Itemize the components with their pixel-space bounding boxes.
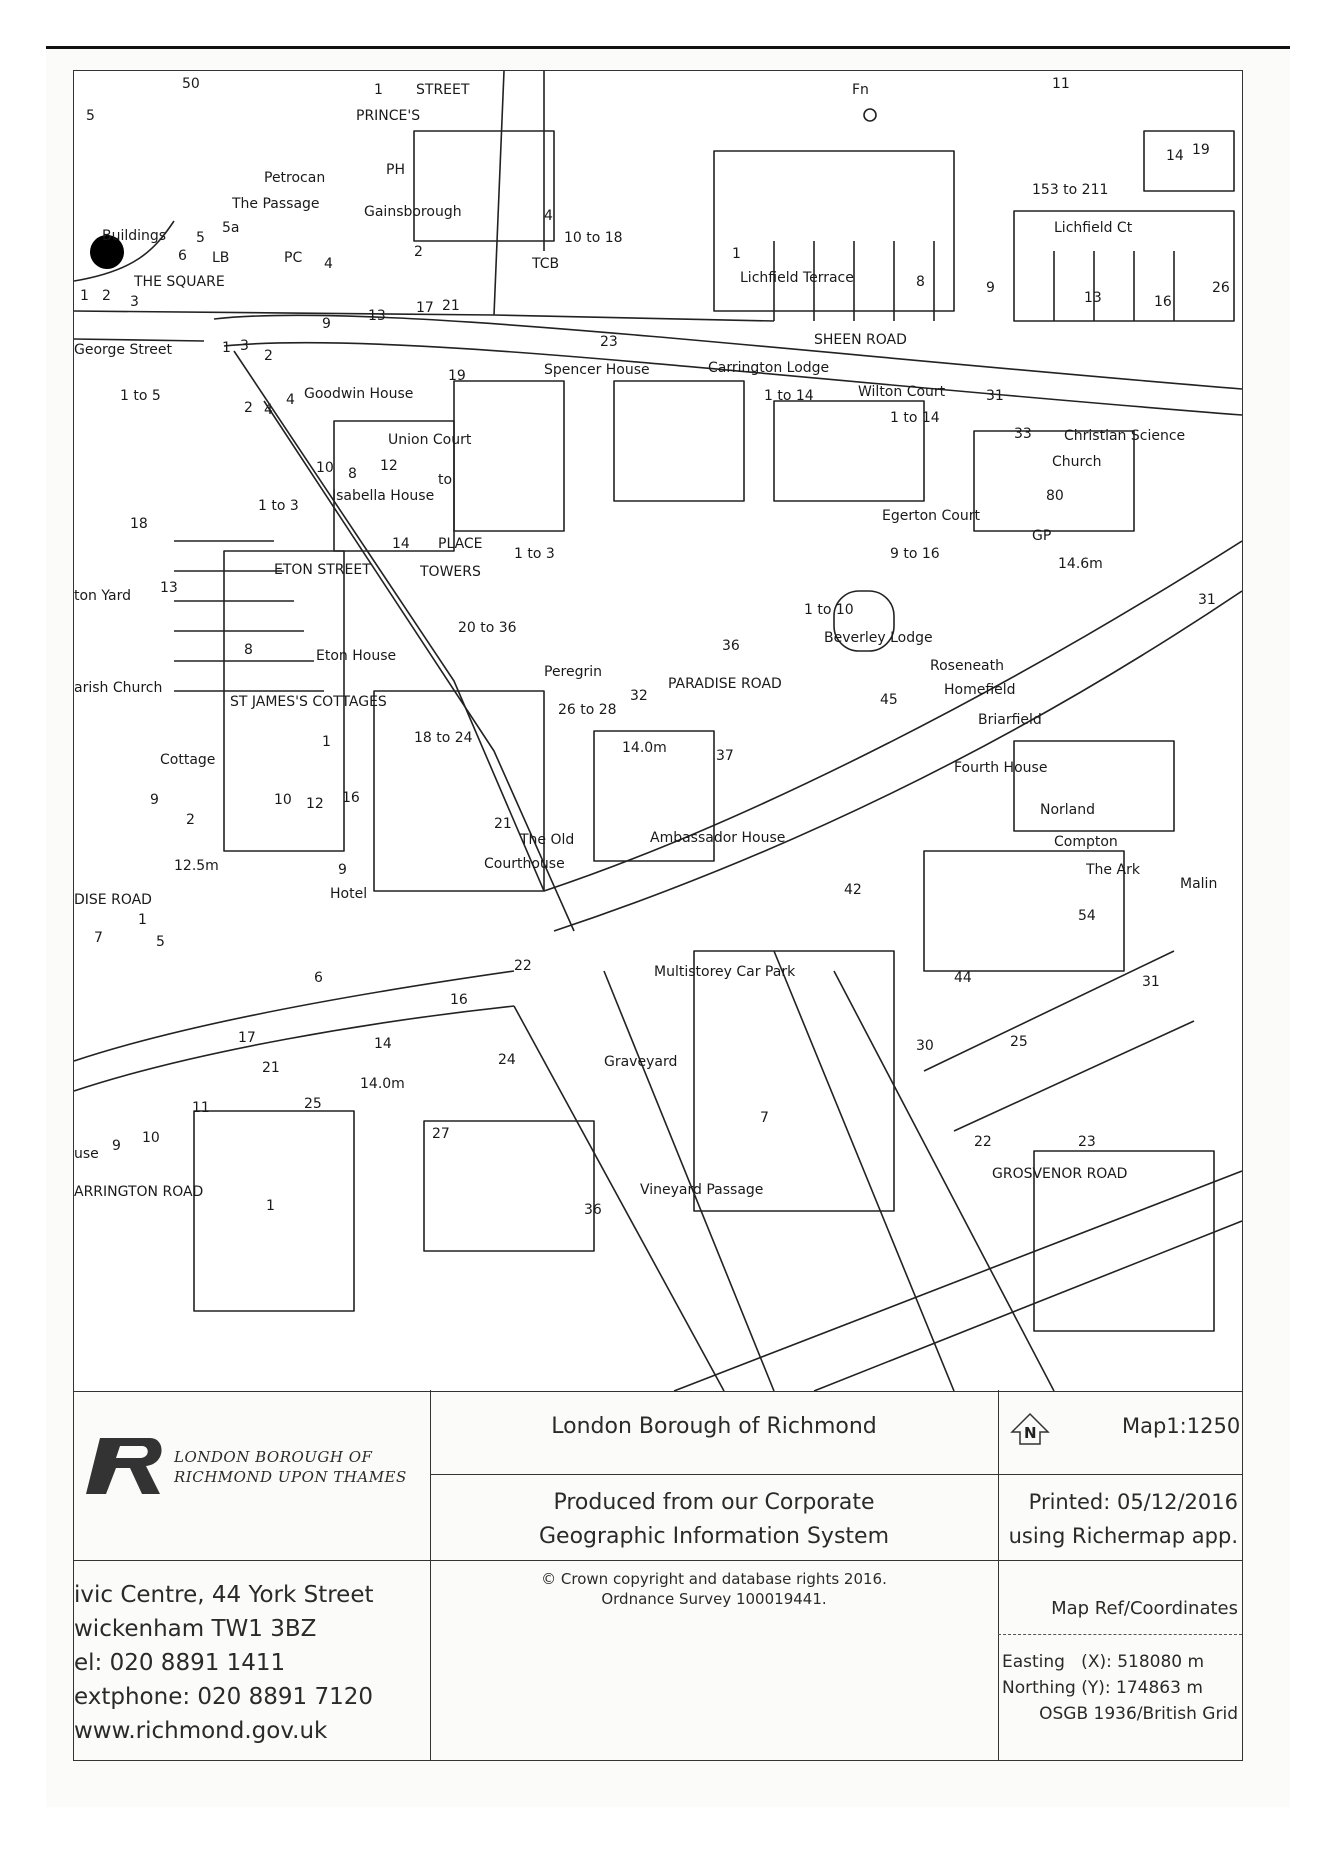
map-label: PLACE [438,536,483,552]
map-label: 1 [266,1198,275,1214]
map-label: 23 [1078,1134,1096,1150]
map-label: Isabella House [332,488,435,504]
map-label: 80 [1046,488,1064,504]
map-label: The Ark [1086,862,1140,878]
copyright-line-1: © Crown copyright and database rights 2016. [541,1570,887,1588]
map-label: 1 to 14 [890,410,940,426]
map-label: 5 [86,108,95,124]
map-label: PARADISE ROAD [668,676,782,692]
map-label: 9 [150,792,159,808]
map-label: 1 [322,734,331,750]
map-label: Gainsborough [364,204,462,220]
map-label: 18 to 24 [414,730,473,746]
map-label: 16 [342,790,360,806]
map-label: Homefield [944,682,1016,698]
map-label: GP [1032,528,1052,544]
map-frame[interactable] [73,70,1243,1392]
map-label: ST JAMES'S COTTAGES [230,694,387,710]
map-label: Courthouse [484,856,565,872]
map-label: 12 [380,458,398,474]
map-label: 1 [138,912,147,928]
map-label: 1 to 3 [514,546,555,562]
map-label: 10 to 18 [564,230,623,246]
produced-line-2: Geographic Information System [538,1524,890,1549]
map-label: 5 [196,230,205,246]
map-label: Egerton Court [882,508,980,524]
map-label: 153 to 211 [1032,182,1109,198]
map-label: 25 [1010,1034,1028,1050]
map-label: Briarfield [978,712,1042,728]
address-line: el: 020 8891 1411 [74,1650,286,1676]
map-label: 12 [306,796,324,812]
map-label: 37 [716,748,734,764]
map-label: 31 [986,388,1004,404]
map-label: 30 [916,1038,934,1054]
council-r-logo-icon [80,1434,166,1498]
map-label: 6 [178,248,187,264]
map-label: Peregrin [544,664,603,680]
map-label: 21 [262,1060,280,1076]
map-label: 2 [102,288,111,304]
map-label: 21 [442,298,460,314]
map-label: 2 [264,348,273,364]
easting: Easting (X): 518080 m [1002,1652,1205,1672]
produced-line-1: Produced from our Corporate [553,1490,875,1515]
north-arrow-icon [1010,1412,1050,1446]
map-label: 17 [238,1030,256,1046]
map-label: 5 [156,934,165,950]
map-label: 11 [1052,76,1070,92]
map-label: 14 [392,536,410,552]
map-label: Norland [1040,802,1096,818]
map-label: 22 [974,1134,992,1150]
map-label: 9 to 16 [890,546,940,562]
map-label: 36 [584,1202,602,1218]
map-label: 1 to 14 [764,388,814,404]
printed-using: using Richermap app. [1008,1524,1238,1548]
map-label: 7 [760,1110,769,1126]
map-label: 26 [1212,280,1230,296]
map-label: LB [212,250,230,266]
map-label: 10 [316,460,334,476]
map-label: 25 [304,1096,322,1112]
map-scale: Map1:1250 [1122,1414,1241,1438]
logo-line-1: LONDON BOROUGH OF [174,1448,373,1466]
map-label: 1 to 10 [804,602,854,618]
copyright-line-2: Ordnance Survey 100019441. [601,1590,827,1608]
map-label: George Street [74,342,173,358]
map-label: The Old [520,832,575,848]
map-label: 22 [514,958,532,974]
map-label: Fn [852,82,869,98]
map-label: 7 [94,930,103,946]
map-label: 14.6m [1058,556,1103,572]
map-label: 10 [142,1130,160,1146]
map-label: Ambassador House [650,830,786,846]
map-label: 5a [222,220,240,236]
map-label: Eton House [316,648,397,664]
map-label: 14.0m [360,1076,405,1092]
map-label: 16 [450,992,468,1008]
map-label: 10 [274,792,292,808]
map-label: 33 [1014,426,1032,442]
map-label: 2 [414,244,423,260]
map-label: 45 [880,692,898,708]
map-label: 27 [432,1126,450,1142]
logo-line-2: RICHMOND UPON THAMES [174,1468,407,1486]
map-label: 18 [130,516,148,532]
map-label: 9 [338,862,347,878]
address-line: extphone: 020 8891 7120 [74,1684,373,1710]
map-label: 44 [954,970,972,986]
map-label: Fourth House [954,760,1048,776]
map-label: DISE ROAD [74,892,152,908]
map-label: 2 [244,400,253,416]
council-logo [80,1434,166,1498]
map-label: Beverley Lodge [824,630,933,646]
map-label: 20 to 36 [458,620,517,636]
address-block [74,1578,374,1748]
map-label: 4 [286,392,295,408]
map-label: 42 [844,882,862,898]
map-label: 1 to 5 [120,388,161,404]
map-label: 11 [192,1100,210,1116]
map-label: 9 [986,280,995,296]
address-line: www.richmond.gov.uk [74,1718,328,1744]
grid-system: OSGB 1936/British Grid [1039,1704,1238,1724]
map-label: 50 [182,76,200,92]
map-label: STREET [416,82,470,98]
map-label: 14 [1166,148,1184,164]
map-label: Petrocan [264,170,326,186]
map-label: 31 [1198,592,1216,608]
map-label: 12.5m [174,858,219,874]
map-label: 1 [80,288,89,304]
map-label: 8 [244,642,253,658]
northing: Northing (Y): 174863 m [1002,1678,1203,1698]
map-label: 1 [374,82,383,98]
map-label: PH [386,162,405,178]
map-label: Union Court [388,432,472,448]
map-label: THE SQUARE [134,274,225,290]
map-label: Spencer House [544,362,650,378]
map-label: 32 [630,688,648,704]
map-label: PC [284,250,303,266]
map-label: 2 [186,812,195,828]
map-label: 13 [160,580,178,596]
map-label: Church [1052,454,1102,470]
map-label: Vineyard Passage [640,1182,764,1198]
address-line: ivic Centre, 44 York Street [74,1582,374,1608]
map-label: use [74,1146,99,1162]
map-label: 8 [916,274,925,290]
map-label: 4 [264,402,273,418]
map-label: 21 [494,816,512,832]
map-label: 19 [448,368,466,384]
map-label: Lichfield Terrace [740,270,854,286]
address-line: wickenham TW1 3BZ [74,1616,317,1642]
map-label: Graveyard [604,1054,678,1070]
map-label: Wilton Court [858,384,946,400]
map-label: 1 [732,246,741,262]
map-label: 31 [1142,974,1160,990]
map-label: arish Church [74,680,163,696]
map-label: 17 [416,300,434,316]
map-label: 24 [498,1052,516,1068]
map-label: 9 [112,1138,121,1154]
map-label: 4 [544,208,553,224]
map-label: 3 [240,338,249,354]
map-label: SHEEN ROAD [814,332,907,348]
map-label: GROSVENOR ROAD [992,1166,1128,1182]
map-label: 54 [1078,908,1096,924]
map-label: to [438,472,453,488]
map-label: 1 to 3 [258,498,299,514]
map-label: 36 [722,638,740,654]
map-label: Multistorey Car Park [654,964,796,980]
map-label: ETON STREET [274,562,371,578]
printed-date: Printed: 05/12/2016 [1028,1490,1238,1514]
north-label: N [1024,1424,1037,1442]
map-label: 8 [348,466,357,482]
map-label: 13 [1084,290,1102,306]
map-label: 26 to 28 [558,702,617,718]
map-label: 19 [1192,142,1210,158]
map-label: ARRINGTON ROAD [74,1184,204,1200]
map-label: Carrington Lodge [708,360,830,376]
map-label: PRINCE'S [356,108,421,124]
map-label: TCB [532,256,560,272]
map-label: ton Yard [74,588,131,604]
map-label: Malin [1180,876,1218,892]
map-label: TOWERS [420,564,481,580]
map-label: 6 [314,970,323,986]
map-label: 4 [324,256,333,272]
map-ref-heading: Map Ref/Coordinates [1051,1598,1238,1619]
map-label: 14.0m [622,740,667,756]
map-label: Cottage [160,752,216,768]
map-label: 23 [600,334,618,350]
map-label: 1 [222,340,231,356]
map-label: 9 [322,316,331,332]
title-block [73,1390,1243,1761]
map-label: The Passage [232,196,320,212]
map-label: 13 [368,308,386,324]
map-label: Christian Science [1064,428,1186,444]
map-label: Roseneath [930,658,1004,674]
map-label: 16 [1154,294,1172,310]
borough-name: London Borough of Richmond [551,1414,877,1439]
map-label: Compton [1054,834,1118,850]
map-label: Buildings [102,228,167,244]
map-label: 14 [374,1036,392,1052]
map-label: Goodwin House [304,386,414,402]
map-label: Lichfield Ct [1054,220,1133,236]
map-label: 3 [130,294,139,310]
map-label: Hotel [330,886,368,902]
